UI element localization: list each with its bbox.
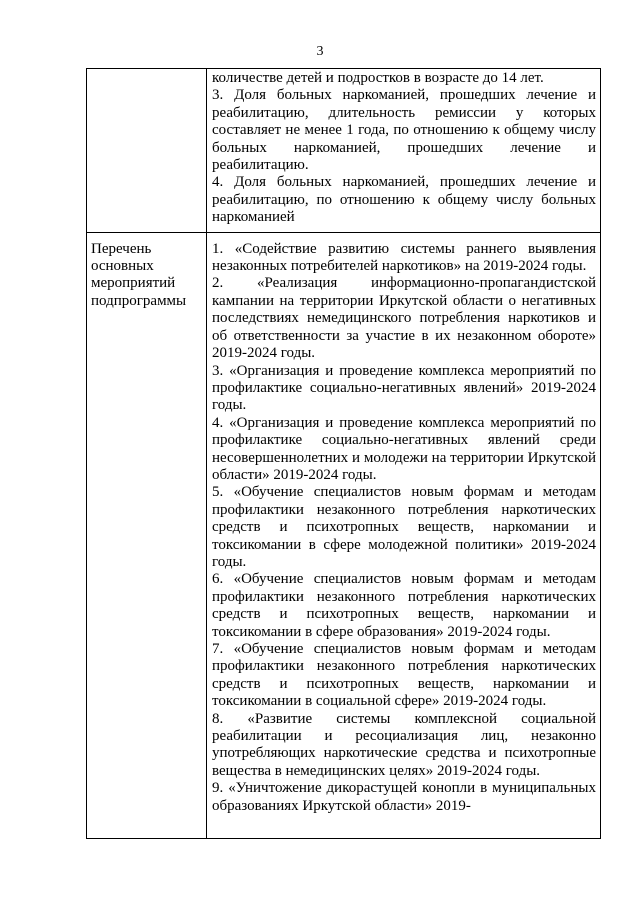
events-label: Перечень основных мероприятий подпрограммы [91, 240, 187, 309]
event-item: 5. «Обучение специалистов новым формам и методам профилактики незаконного потребления наркотических средств и психотропных веществ, наркомании и токсикомании в сфере молодежной политики» 2019-2024 годы. [212, 484, 596, 570]
event-item: 3. «Организация и проведение комплекса мероприятий по профилактике социально-негативных явлений» 2019-2024 годы. [212, 362, 596, 414]
indicator-text: количестве детей и подростков в возрасте до 14 лет. [212, 70, 544, 86]
event-item: 1. «Содействие развитию системы раннего выявления незаконных потребителей наркотиков» на 2019-2024 годы. [212, 240, 596, 275]
indicator-text: 3. Доля больных наркоманией, прошедших лечение и реабилитацию, длительность ремиссии у которых составляет не менее 1 года, по отношению к общему числу больных наркоманией, прошедших лечение и реабилитацию. [212, 87, 596, 174]
passport-table [86, 68, 601, 839]
event-item: 7. «Обучение специалистов новым формам и методам профилактики незаконного потребления наркотических средств и психотропных веществ, наркомании и токсикомании в социальной сфере» 2019-2024 годы. [212, 641, 596, 710]
page-number: 3 [316, 44, 324, 59]
event-item: 4. «Организация и проведение комплекса мероприятий по профилактике социально-негативных явлений среди несовершеннолетних и молодежи на территории Иркутской области» 2019-2024 годы. [212, 414, 596, 483]
table-row-events [87, 232, 601, 838]
event-item: 6. «Обучение специалистов новым формам и методам профилактики незаконного потребления наркотических средств и психотропных веществ, наркомании и токсикомании в сфере образования» 2019-2024 годы. [212, 571, 596, 640]
events-list-cell [207, 232, 601, 838]
event-item: 2. «Реализация информационно-пропагандистской кампании на территории Иркутской области о негативных последствиях немедицинского потребления наркотиков и об ответственности за участие в их незаконном обороте» 2019-2024 годы. [212, 275, 596, 362]
event-item: 8. «Развитие системы комплексной социальной реабилитации и ресоциализация лиц, незаконно употребляющих наркотические средства и психотропные вещества в немедицинских целях» 2019-2024 годы. [212, 710, 596, 779]
indicators-cell [207, 69, 601, 233]
events-label-cell [87, 232, 207, 838]
event-item: 9. «Уничтожение дикорастущей конопли в муниципальных образованиях Иркутской области» 2019- [212, 780, 596, 814]
indicator-text: 4. Доля больных наркоманией, прошедших лечение и реабилитацию, по отношению к общему числу больных наркоманией [212, 174, 596, 226]
label-cell-empty [87, 69, 207, 233]
table-row-indicators [87, 69, 601, 233]
